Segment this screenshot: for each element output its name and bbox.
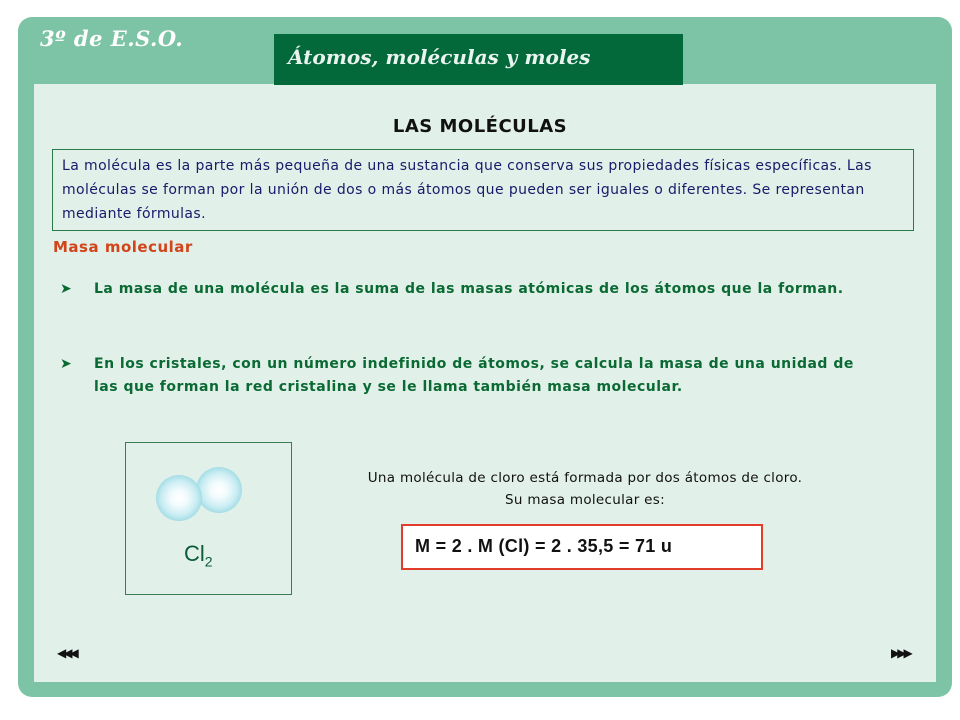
arrowhead-right-icon: ➤ xyxy=(60,281,73,297)
molecule-formula xyxy=(184,541,213,569)
chlorine-atom-icon xyxy=(156,475,202,521)
definition-text: La molécula es la parte más pequeña de una sustancia que conserva sus propiedades físicas específicas. Las moléculas se forman por la unión de dos o más átomos que pueden ser iguales o diferentes. Se representan mediante fórmulas. xyxy=(62,158,872,222)
molecule-illustration-box xyxy=(125,442,292,595)
definition-box xyxy=(52,149,914,231)
bullet-item xyxy=(60,278,860,328)
mass-equation-box xyxy=(401,524,763,570)
course-label: 3º de E.S.O. xyxy=(40,26,184,51)
subheading-masa-molecular: Masa molecular xyxy=(53,238,193,256)
formula-symbol: Cl xyxy=(184,541,205,566)
topic-title-bar xyxy=(274,34,683,85)
triple-right-arrow-icon[interactable]: ▶▶▶ xyxy=(891,646,910,660)
section-title: LAS MOLÉCULAS xyxy=(392,116,568,137)
bullet-text: En los cristales, con un número indefinido de átomos, se calcula la masa de una unidad de las que forman la red cristalina y se le llama también masa molecular. xyxy=(94,356,854,395)
example-description-line2: Su masa molecular es: xyxy=(505,492,665,508)
bullet-item xyxy=(60,353,860,403)
topic-title: Átomos, moléculas y moles xyxy=(288,45,591,69)
triple-left-arrow-icon[interactable]: ◀◀◀ xyxy=(57,646,76,660)
formula-subscript: 2 xyxy=(204,553,213,570)
arrowhead-right-icon: ➤ xyxy=(60,356,73,372)
example-description-line1: Una molécula de cloro está formada por dos átomos de cloro. xyxy=(367,470,803,486)
chlorine-atom-icon xyxy=(196,467,242,513)
bullet-text: La masa de una molécula es la suma de las masas atómicas de los átomos que la forman. xyxy=(94,281,844,297)
mass-equation: M = 2 . M (Cl) = 2 . 35,5 = 71 u xyxy=(415,536,673,556)
